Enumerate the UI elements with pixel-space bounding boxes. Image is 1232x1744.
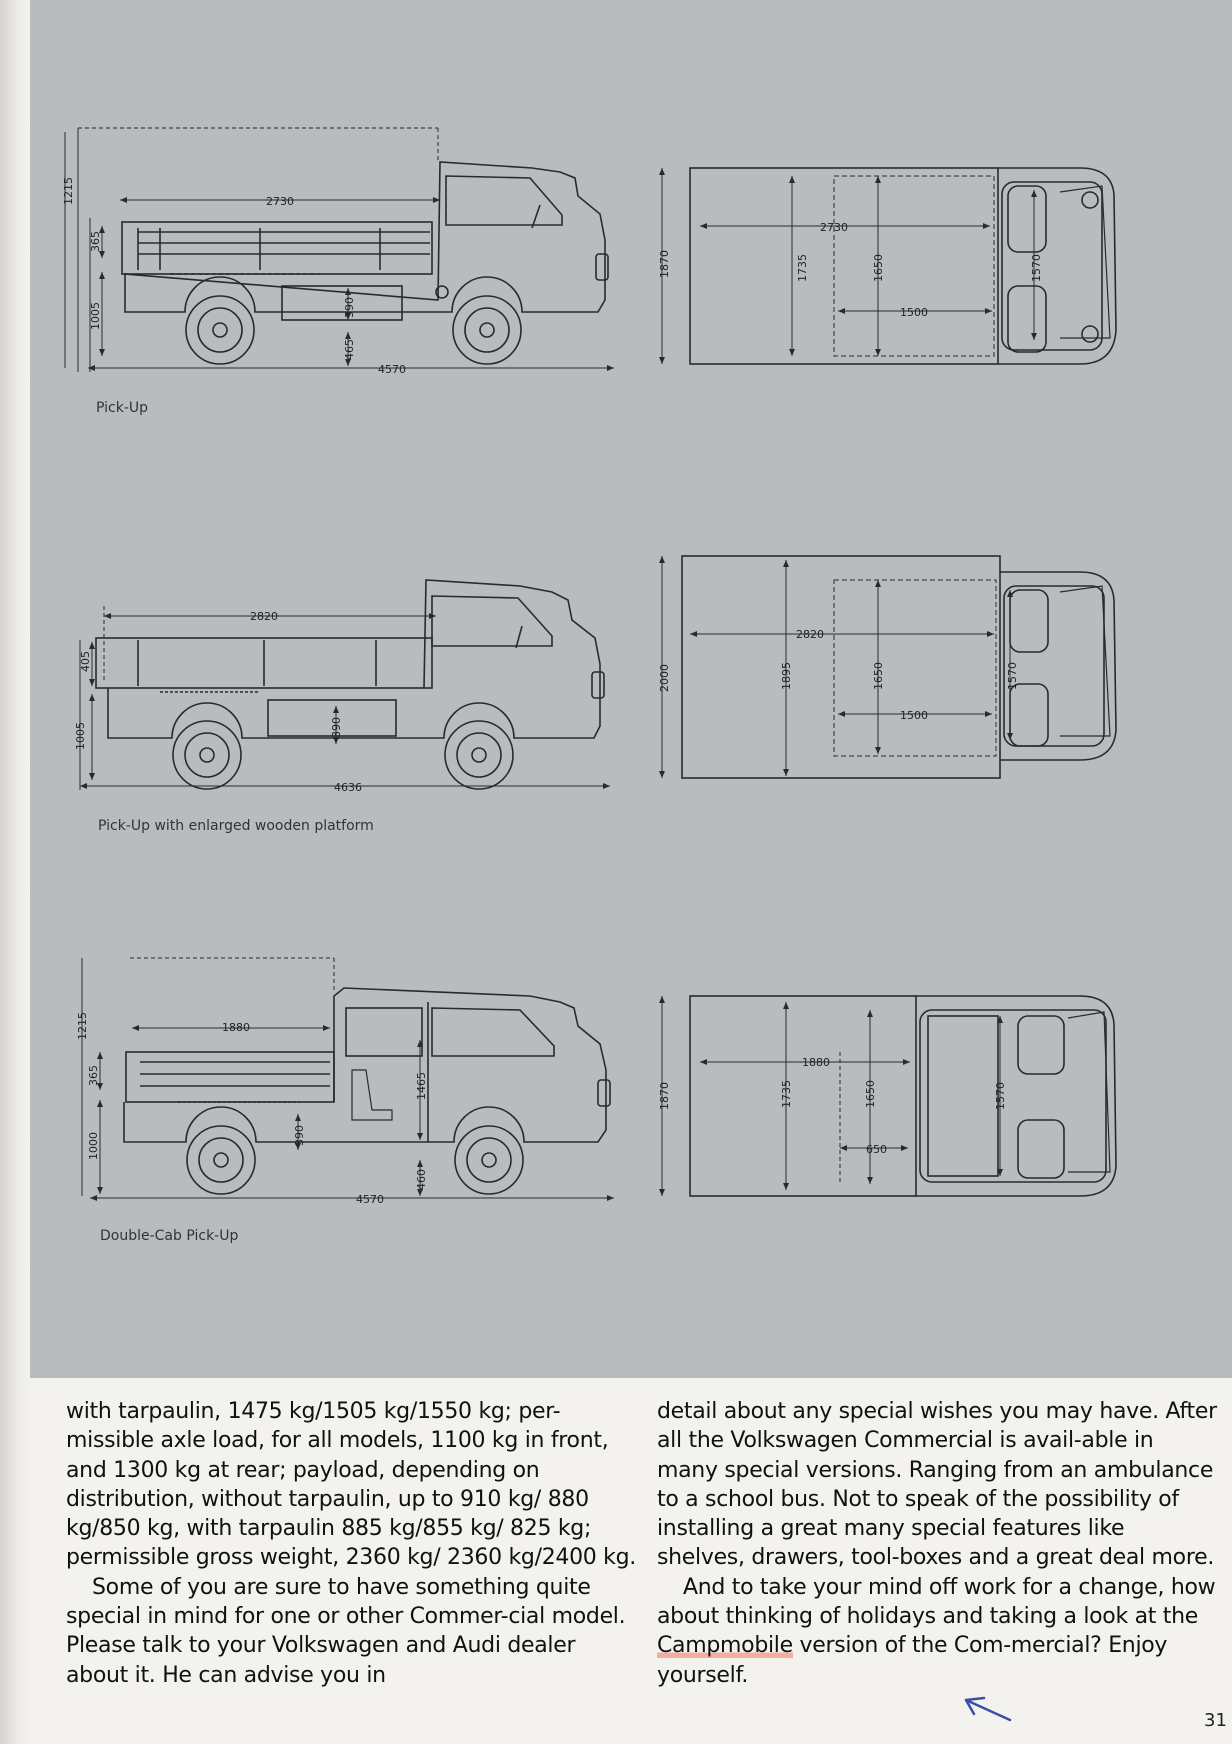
paragraph: detail about any special wishes you may have. After all the Volkswagen Commercial is avail-able in many special versions. Ranging from an ambulance to a school bus. Not to speak of the possibility of installing a great many special features like shelves, drawers, tool-boxes and a great deal more. — [657, 1399, 1217, 1571]
doublecab-side-view — [82, 958, 614, 1198]
paragraph: with tarpaulin, 1475 kg/1505 kg/1550 kg; per-missible axle load, for all models, 1100 kg in front, and 1300 kg at rear; payload, depending on distribution, without tarpaulin, up to 910 kg/ 880 kg/850 kg, with tarpaulin 885 kg/855 kg/ 825 kg; permissible gross weight, 2360 kg/ 2360 kg/2400 kg. — [66, 1399, 636, 1571]
svg-text:1735: 1735 — [780, 1080, 793, 1108]
svg-text:465: 465 — [343, 339, 356, 360]
svg-text:4570: 4570 — [378, 363, 406, 376]
svg-text:1880: 1880 — [802, 1056, 830, 1069]
svg-text:2730: 2730 — [820, 221, 848, 234]
enlarged-top-dims — [658, 628, 1019, 722]
caption-pickup: Pick-Up — [96, 400, 149, 416]
svg-text:365: 365 — [87, 1065, 100, 1086]
pickup-top-view — [662, 168, 1116, 364]
pickup-top-dims — [658, 221, 1043, 319]
svg-text:4636: 4636 — [334, 781, 362, 794]
doublecab-top-dims — [658, 1056, 1007, 1156]
paragraph: Some of you are sure to have something quite special in mind for one or other Commer-cial model. Please talk to your Volkswagen and Audi dealer about it. He can advise you in — [66, 1574, 626, 1688]
highlighted-word: Campmobile — [657, 1633, 793, 1659]
svg-text:1465: 1465 — [415, 1072, 428, 1100]
svg-text:1570: 1570 — [1030, 254, 1043, 282]
svg-text:365: 365 — [89, 231, 102, 252]
svg-text:1215: 1215 — [62, 177, 75, 205]
svg-text:1005: 1005 — [89, 302, 102, 330]
svg-text:460: 460 — [415, 1169, 428, 1190]
paragraph: And to take your mind off work for a change, how about thinking of holidays and taking a look at the Campmobile version of the Com-mercial? Enjoy yourself. — [657, 1574, 1216, 1688]
svg-text:1650: 1650 — [872, 254, 885, 282]
enlarged-top-view — [662, 556, 1116, 778]
svg-text:1650: 1650 — [864, 1080, 877, 1108]
svg-text:2820: 2820 — [250, 610, 278, 623]
svg-text:1735: 1735 — [796, 254, 809, 282]
svg-text:1895: 1895 — [780, 662, 793, 690]
svg-text:390: 390 — [330, 717, 343, 738]
svg-text:4570: 4570 — [356, 1193, 384, 1206]
caption-double-cab: Double-Cab Pick-Up — [100, 1228, 239, 1244]
svg-text:390: 390 — [343, 297, 356, 318]
svg-text:1500: 1500 — [900, 306, 928, 319]
doublecab-top-view — [662, 996, 1116, 1196]
text-column-right — [657, 1397, 1217, 1690]
svg-text:1570: 1570 — [994, 1082, 1007, 1110]
svg-text:1000: 1000 — [87, 1132, 100, 1160]
svg-text:390: 390 — [293, 1125, 306, 1146]
page-number: 31 — [1204, 1710, 1227, 1731]
doublecab-side-dims — [76, 1012, 428, 1206]
svg-text:2000: 2000 — [658, 664, 671, 692]
svg-text:2730: 2730 — [266, 195, 294, 208]
svg-text:1215: 1215 — [76, 1012, 89, 1040]
pickup-side-view — [65, 128, 614, 372]
svg-text:1880: 1880 — [222, 1021, 250, 1034]
enlarged-side-view — [80, 580, 610, 790]
svg-text:1870: 1870 — [658, 1082, 671, 1110]
caption-enlarged-platform: Pick-Up with enlarged wooden platform — [98, 818, 374, 834]
svg-text:1005: 1005 — [74, 722, 87, 750]
pen-arrow-mark — [960, 1690, 1020, 1730]
svg-text:1650: 1650 — [872, 662, 885, 690]
svg-text:405: 405 — [79, 651, 92, 672]
svg-text:650: 650 — [866, 1143, 887, 1156]
text-column-left — [66, 1397, 636, 1690]
svg-text:1570: 1570 — [1006, 662, 1019, 690]
svg-text:1500: 1500 — [900, 709, 928, 722]
svg-text:1870: 1870 — [658, 250, 671, 278]
svg-text:2820: 2820 — [796, 628, 824, 641]
